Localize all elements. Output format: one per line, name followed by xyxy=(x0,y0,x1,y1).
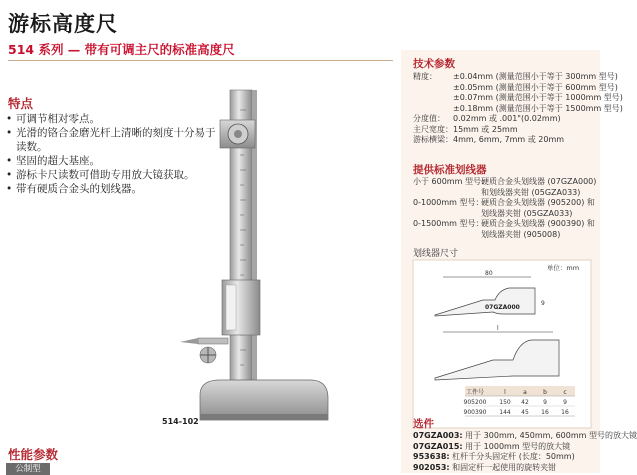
table-cell: 9 xyxy=(563,399,567,406)
scriber-dimension-drawing xyxy=(413,260,591,428)
scriber-row-key: 0-1500mm 型号： xyxy=(413,219,484,228)
accuracy-row xyxy=(413,72,618,83)
header-divider xyxy=(8,60,393,61)
dim-l: l xyxy=(497,325,499,332)
dim-9: 9 xyxy=(541,300,545,307)
tab-metric[interactable]: 公制型 xyxy=(6,463,50,475)
table-header: 工件号 xyxy=(465,389,485,396)
table-cell: 42 xyxy=(521,399,529,406)
page-subtitle: 514 系列 — 带有可调主尺的标准高度尺 xyxy=(8,42,235,57)
page-title: 游标高度尺 xyxy=(8,12,118,36)
option-code: 07GZA015: xyxy=(413,441,463,451)
option-code: 07GZA003: xyxy=(413,431,463,440)
scriber-row-value: 硬质合金头划线器 (905200) 和划线器夹钳 (05GZA033) xyxy=(481,198,595,218)
option-item xyxy=(413,463,556,474)
tech-params-heading: 技术参数 xyxy=(413,58,455,70)
table-cell: 45 xyxy=(521,409,529,416)
option-item xyxy=(413,431,637,442)
scriber-row xyxy=(413,219,599,241)
main-scale-row xyxy=(413,125,518,136)
table-cell: 9 xyxy=(543,399,547,406)
option-code: 902053: xyxy=(413,462,450,472)
dim-80: 80 xyxy=(485,270,493,277)
accuracy-value: ±0.04mm (测量范围小于等于 300mm 型号) xyxy=(453,72,618,81)
feature-item: • 游标卡尺读数可借助专用放大镜获取。 xyxy=(6,168,216,182)
feature-item: • 坚固的超大基座。 xyxy=(6,154,216,168)
option-desc: 用于 1000mm 型号的放大镜 xyxy=(465,441,571,451)
feature-item: • 光滑的铬合金磨光杆上清晰的刻度十分易于读数。 xyxy=(6,126,216,154)
spec-panel xyxy=(401,50,637,473)
scriber-size-heading: 划线器尺寸 xyxy=(413,249,459,259)
table-cell: 905200 xyxy=(463,399,487,406)
table-cell: 16 xyxy=(541,409,549,416)
option-desc: 和固定杆一起使用的旋转夹钳 xyxy=(452,462,557,472)
main-scale-value: 15mm 或 25mm xyxy=(453,124,518,134)
table-header: b xyxy=(543,389,547,396)
model-label: 514-102 xyxy=(162,417,199,426)
main-scale-key: 主尺宽度： xyxy=(413,124,453,134)
accuracy-value: ±0.18mm (测量范围小于等于 1500mm 型号) xyxy=(453,103,623,113)
table-header: l xyxy=(504,389,506,396)
feature-item: • 带有硬质合金头的划线器。 xyxy=(6,182,216,196)
option-item xyxy=(413,452,575,463)
scriber-row-value: 硬质合金头划线器 (07GZA000) 和划线器夹钳 (05GZA033) xyxy=(481,177,597,197)
vernier-value: 4mm, 6mm, 7mm 或 20mm xyxy=(453,135,565,144)
resolution-value: 0.02mm 或 .001"(0.02mm) xyxy=(453,114,561,123)
scriber-row-key: 小于 600mm 型号： xyxy=(413,177,489,186)
scriber-row xyxy=(413,177,599,199)
table-header: a xyxy=(523,389,527,396)
accuracy-value: ±0.07mm (测量范围小于等于 1000mm 型号) xyxy=(453,93,623,102)
table-cell: 16 xyxy=(561,409,569,416)
scriber-row xyxy=(413,198,599,220)
vernier-key: 游标横梁： xyxy=(413,135,453,144)
accuracy-key: 精度： xyxy=(413,72,437,81)
table-header: c xyxy=(563,389,567,396)
part-a-label: 07GZA000 xyxy=(485,304,520,311)
unit-label: 单位：mm xyxy=(546,264,580,272)
table-cell: 150 xyxy=(499,399,511,406)
option-item xyxy=(413,442,570,453)
vernier-row xyxy=(413,135,564,146)
option-desc: 杠杆千分头固定杆 (长度：50mm) xyxy=(452,452,575,461)
features-heading: 特点 xyxy=(8,96,34,111)
option-desc: 用于 300mm, 450mm, 600mm 型号的放大镜 xyxy=(465,431,637,440)
height-gauge-illustration xyxy=(160,80,350,430)
table-cell: 144 xyxy=(499,409,511,416)
resolution-row xyxy=(413,114,561,125)
feature-item: • 可调节相对零点。 xyxy=(6,112,216,126)
scriber-heading: 提供标准划线器 xyxy=(413,164,487,176)
option-code: 953638: xyxy=(413,452,450,461)
options-heading: 选件 xyxy=(413,418,434,430)
scriber-row-value: 硬质合金头划线器 (900390) 和划线器夹钳 (905008) xyxy=(481,219,595,239)
accuracy-value: ±0.05mm (测量范围小于等于 600mm 型号) xyxy=(453,82,618,92)
resolution-key: 分度值： xyxy=(413,114,445,123)
performance-heading: 性能参数 xyxy=(8,447,59,462)
table-cell: 900390 xyxy=(463,409,487,416)
scriber-row-key: 0-1000mm 型号： xyxy=(413,198,484,207)
